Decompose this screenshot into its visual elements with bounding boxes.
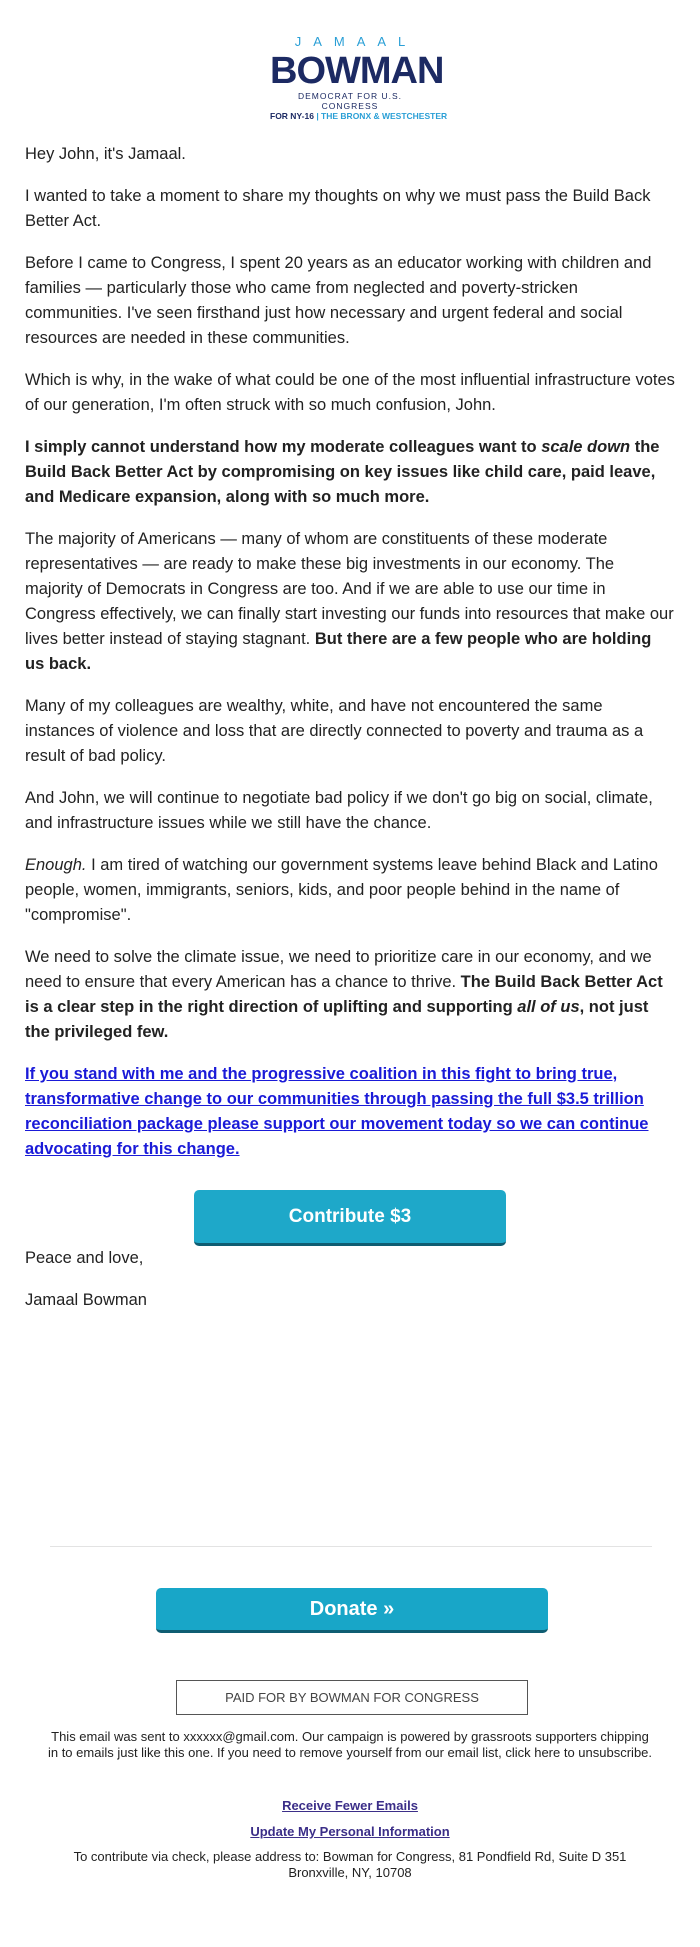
paragraph-9: [25, 945, 675, 1045]
paragraph-4-b: the Build Back Better Act by compromising on key issues like child care, paid leave, and Medicare expansion, along with so much more.: [25, 438, 660, 506]
greeting: Hey John, it's Jamaal.: [25, 145, 186, 163]
campaign-logo: [270, 34, 448, 122]
closing: Peace and love,: [25, 1249, 144, 1267]
logo-district: [270, 111, 448, 122]
paid-for-disclaimer: PAID FOR BY BOWMAN FOR CONGRESS: [176, 1680, 528, 1715]
paragraph-9-text: We need to solve the climate issue, we need to prioritize care in our economy, and we need to ensure that every American has a chance to thrive.: [25, 948, 652, 991]
paragraph-9-bold-end: , not just the privileged few.: [25, 998, 649, 1041]
paragraph-9-bold: The Build Back Better Act is a clear step in the right direction of uplifting and supporting: [25, 973, 663, 1016]
paragraph-7: And John, we will continue to negotiate bad policy if we don't go big on social, climate, and infrastructure issues while we still have the chance.: [25, 789, 653, 832]
logo-region: | THE BRONX & WESTCHESTER: [316, 111, 448, 121]
logo-first-name: JAMAAL: [294, 34, 418, 49]
letter-body: [25, 142, 675, 1330]
signature: Jamaal Bowman: [25, 1291, 147, 1309]
contribute-button[interactable]: Contribute $3: [194, 1190, 506, 1246]
paragraph-5-bold: But there are a few people who are holding us back.: [25, 630, 652, 673]
logo-tagline: DEMOCRAT FOR U.S. CONGRESS: [297, 91, 403, 111]
donate-button[interactable]: Donate »: [156, 1588, 548, 1633]
logo-district-label: FOR NY-16: [270, 111, 314, 121]
paragraph-4-emphasis: scale down: [541, 438, 631, 456]
paragraph-5-text: The majority of Americans — many of whom are constituents of these moderate representatives — are ready to make these big investments in our economy. The majority of Democrats in Congress are too. And if we are able to use our time in Congress effectively, we can finally start investing our funds into resources that make our lives better instead of staying stagnant.: [25, 530, 674, 648]
unsubscribe-disclaimer: This email was sent to xxxxxx@gmail.com. Our campaign is powered by grassroots supporters chipping in to emails just like this one. If you need to remove yourself from our email list, click here to unsubscribe.: [47, 1729, 653, 1760]
paragraph-9-emphasis: all of us: [517, 998, 580, 1016]
footer-divider: [50, 1546, 652, 1547]
mailing-address: To contribute via check, please address to: Bowman for Congress, 81 Pondfield Rd, Suite D 351 Bronxville, NY, 10708: [73, 1849, 627, 1880]
paragraph-4-a: I simply cannot understand how my moderate colleagues want to: [25, 438, 542, 456]
paragraph-2: Before I came to Congress, I spent 20 years as an educator working with children and families — particularly those who came from neglected and poverty-stricken communities. I've seen firsthand just how necessary and urgent federal and social resources are needed in these communities.: [25, 254, 652, 347]
update-personal-info-link[interactable]: Update My Personal Information: [250, 1824, 450, 1839]
receive-fewer-emails-link[interactable]: Receive Fewer Emails: [282, 1798, 418, 1813]
paragraph-5: [25, 527, 675, 677]
paragraph-8: [25, 853, 675, 928]
paragraph-8-emphasis: Enough.: [25, 856, 87, 874]
cta-link[interactable]: If you stand with me and the progressive coalition in this fight to bring true, transformative change to our communities through passing the full $3.5 trillion reconciliation package please support our movement today so we can continue advocating for this change.: [25, 1065, 649, 1158]
paragraph-6: Many of my colleagues are wealthy, white, and have not encountered the same instances of violence and loss that are directly connected to poverty and trauma as a result of bad policy.: [25, 697, 644, 765]
paragraph-8-text: I am tired of watching our government systems leave behind Black and Latino people, women, immigrants, seniors, kids, and poor people behind in the name of "compromise".: [25, 856, 658, 924]
logo-last-name: BOWMAN: [270, 50, 444, 92]
cta-paragraph: [25, 1062, 675, 1162]
paragraph-4: [25, 435, 675, 510]
paragraph-3: Which is why, in the wake of what could be one of the most influential infrastructure votes of our generation, I'm often struck with so much confusion, John.: [25, 371, 675, 414]
paragraph-1: I wanted to take a moment to share my thoughts on why we must pass the Build Back Better Act.: [25, 187, 651, 230]
